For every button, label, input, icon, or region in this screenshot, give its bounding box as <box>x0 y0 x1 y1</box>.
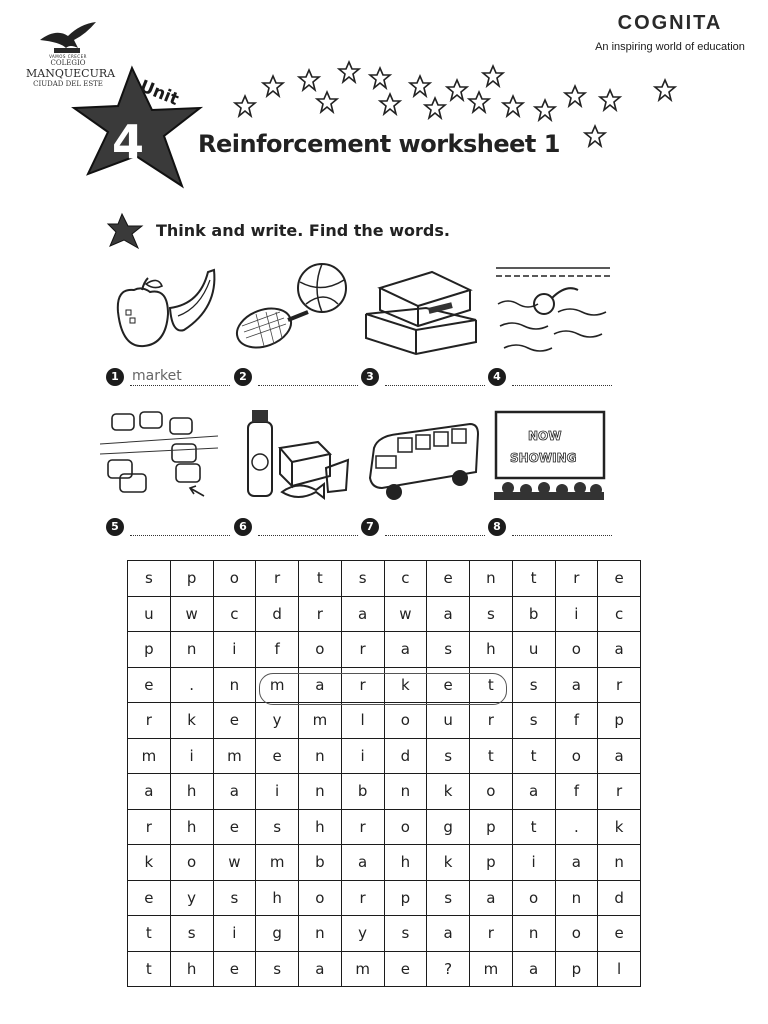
grid-cell[interactable]: g <box>256 916 299 952</box>
grid-cell[interactable]: a <box>555 667 598 703</box>
grid-cell[interactable]: r <box>341 809 384 845</box>
grid-cell[interactable]: e <box>128 667 171 703</box>
grid-cell[interactable]: a <box>341 845 384 881</box>
sports-equipment-icon <box>234 262 352 354</box>
grid-cell[interactable]: b <box>341 774 384 810</box>
grid-cell[interactable]: t <box>470 667 513 703</box>
grid-cell[interactable]: h <box>299 809 342 845</box>
grid-cell[interactable]: h <box>384 845 427 881</box>
grid-cell[interactable]: e <box>427 561 470 597</box>
grid-cell[interactable]: p <box>555 951 598 987</box>
grid-cell[interactable]: c <box>384 561 427 597</box>
grid-cell[interactable]: f <box>555 703 598 739</box>
grid-cell[interactable]: e <box>384 951 427 987</box>
grid-cell[interactable]: h <box>256 880 299 916</box>
grid-cell[interactable]: r <box>341 667 384 703</box>
grid-cell[interactable]: i <box>213 632 256 668</box>
grid-cell[interactable]: k <box>170 703 213 739</box>
grid-cell[interactable]: c <box>598 596 641 632</box>
grid-cell[interactable]: m <box>341 951 384 987</box>
grid-cell[interactable]: r <box>470 703 513 739</box>
grid-cell[interactable]: e <box>598 916 641 952</box>
grid-cell[interactable]: k <box>427 774 470 810</box>
grid-cell[interactable]: s <box>427 738 470 774</box>
grid-cell[interactable]: s <box>470 596 513 632</box>
grid-cell[interactable]: u <box>512 632 555 668</box>
grid-cell[interactable]: a <box>384 632 427 668</box>
answer-number: 5 <box>106 518 124 536</box>
grid-cell[interactable]: h <box>170 774 213 810</box>
parking-lot-icon <box>100 408 218 500</box>
cognita-logo <box>590 12 750 53</box>
grid-cell[interactable]: s <box>256 809 299 845</box>
answer-field[interactable] <box>130 519 230 536</box>
grid-cell[interactable]: m <box>470 951 513 987</box>
answer-7 <box>361 518 485 538</box>
answer-number: 1 <box>106 368 124 386</box>
grid-row <box>128 596 641 632</box>
grid-cell[interactable]: l <box>341 703 384 739</box>
answer-2 <box>234 368 358 388</box>
worksheet-title: Reinforcement worksheet 1 <box>198 130 560 158</box>
grid-cell[interactable]: s <box>512 667 555 703</box>
swimming-pool-icon <box>494 264 612 356</box>
grid-cell[interactable]: o <box>299 632 342 668</box>
grid-cell[interactable]: s <box>256 951 299 987</box>
grid-cell[interactable]: u <box>427 703 470 739</box>
word-search-grid <box>127 560 641 987</box>
unit-label: Unit <box>136 76 182 110</box>
grid-cell[interactable]: . <box>555 809 598 845</box>
grid-cell[interactable]: l <box>598 951 641 987</box>
grid-cell[interactable]: s <box>213 880 256 916</box>
fruit-icon <box>108 264 226 356</box>
answer-text: market <box>132 368 182 384</box>
svg-text:NOW: NOW <box>528 429 562 443</box>
grid-cell[interactable]: o <box>555 916 598 952</box>
answer-field[interactable] <box>385 369 485 386</box>
grid-cell[interactable]: r <box>341 632 384 668</box>
instruction-star-icon <box>106 212 146 252</box>
grid-cell[interactable]: k <box>427 845 470 881</box>
grid-cell[interactable]: e <box>213 951 256 987</box>
grid-cell[interactable]: w <box>213 845 256 881</box>
groceries-icon <box>238 408 356 500</box>
grid-cell[interactable]: i <box>213 916 256 952</box>
grid-cell[interactable]: d <box>256 596 299 632</box>
answer-number: 2 <box>234 368 252 386</box>
grid-cell[interactable]: r <box>128 703 171 739</box>
grid-cell[interactable]: a <box>598 738 641 774</box>
answer-6 <box>234 518 358 538</box>
svg-text:SHOWING: SHOWING <box>510 451 577 465</box>
school-motto: VAMOS CRECER <box>49 54 87 59</box>
school-city: CIUDAD DEL ESTE <box>33 80 103 88</box>
found-word-highlight <box>259 673 507 705</box>
grid-cell[interactable]: o <box>555 738 598 774</box>
grid-cell[interactable]: e <box>256 738 299 774</box>
grid-cell[interactable]: a <box>470 880 513 916</box>
grid-cell[interactable]: ? <box>427 951 470 987</box>
grid-cell[interactable]: r <box>256 561 299 597</box>
grid-cell[interactable]: r <box>299 596 342 632</box>
grid-row <box>128 703 641 739</box>
grid-row <box>128 951 641 987</box>
grid-cell[interactable]: o <box>384 809 427 845</box>
grid-cell[interactable]: p <box>384 880 427 916</box>
grid-cell[interactable]: n <box>299 774 342 810</box>
grid-cell[interactable]: n <box>384 774 427 810</box>
grid-cell[interactable]: p <box>470 809 513 845</box>
grid-cell[interactable]: t <box>128 916 171 952</box>
grid-cell[interactable]: i <box>512 845 555 881</box>
grid-cell[interactable]: a <box>128 774 171 810</box>
answer-field[interactable] <box>258 369 358 386</box>
cinema-icon <box>490 408 608 500</box>
grid-cell[interactable]: s <box>384 916 427 952</box>
grid-cell[interactable]: s <box>427 880 470 916</box>
grid-cell[interactable]: h <box>470 632 513 668</box>
grid-cell[interactable]: t <box>128 951 171 987</box>
grid-cell[interactable]: a <box>598 632 641 668</box>
grid-cell[interactable]: m <box>213 738 256 774</box>
grid-cell[interactable]: s <box>427 632 470 668</box>
grid-cell[interactable]: p <box>470 845 513 881</box>
grid-cell[interactable]: i <box>341 738 384 774</box>
school-college: COLEGIO <box>50 59 86 67</box>
grid-cell[interactable]: i <box>256 774 299 810</box>
grid-cell[interactable]: r <box>128 809 171 845</box>
grid-cell[interactable]: o <box>170 845 213 881</box>
condor-icon <box>38 18 98 58</box>
grid-cell[interactable]: o <box>512 880 555 916</box>
grid-cell[interactable]: f <box>256 632 299 668</box>
bus-icon <box>364 412 482 504</box>
brand-tagline: An inspiring world of education <box>595 41 745 53</box>
grid-row <box>128 738 641 774</box>
grid-cell[interactable]: t <box>512 809 555 845</box>
grid-cell[interactable]: y <box>256 703 299 739</box>
grid-cell[interactable]: h <box>170 951 213 987</box>
grid-cell[interactable]: e <box>427 667 470 703</box>
grid-cell[interactable]: o <box>470 774 513 810</box>
grid-cell[interactable]: n <box>170 632 213 668</box>
grid-cell[interactable]: a <box>555 845 598 881</box>
grid-cell[interactable]: s <box>170 916 213 952</box>
grid-cell[interactable]: n <box>598 845 641 881</box>
grid-cell[interactable]: a <box>299 667 342 703</box>
grid-cell[interactable]: a <box>512 951 555 987</box>
answer-1 <box>106 368 230 388</box>
grid-cell[interactable]: a <box>299 951 342 987</box>
grid-cell[interactable]: o <box>213 561 256 597</box>
grid-cell[interactable]: u <box>128 596 171 632</box>
grid-cell[interactable]: a <box>427 916 470 952</box>
grid-cell[interactable]: e <box>128 880 171 916</box>
answer-4 <box>488 368 612 388</box>
grid-cell[interactable]: t <box>299 561 342 597</box>
answer-field[interactable] <box>130 369 230 386</box>
grid-cell[interactable]: n <box>555 880 598 916</box>
books-icon <box>362 264 480 356</box>
grid-cell[interactable]: n <box>470 561 513 597</box>
grid-cell[interactable]: i <box>170 738 213 774</box>
answer-number: 6 <box>234 518 252 536</box>
grid-cell[interactable]: i <box>555 596 598 632</box>
grid-cell[interactable]: r <box>470 916 513 952</box>
grid-cell[interactable]: m <box>256 845 299 881</box>
grid-cell[interactable]: s <box>128 561 171 597</box>
grid-cell[interactable]: n <box>299 916 342 952</box>
brand-name: COGNITA <box>617 12 723 34</box>
grid-cell[interactable]: e <box>598 561 641 597</box>
grid-cell[interactable]: o <box>384 703 427 739</box>
school-name: MANQUECURA <box>26 67 116 80</box>
grid-cell[interactable]: f <box>555 774 598 810</box>
answer-3 <box>361 368 485 388</box>
answer-number: 8 <box>488 518 506 536</box>
grid-cell[interactable]: d <box>384 738 427 774</box>
grid-cell[interactable]: a <box>213 774 256 810</box>
grid-cell[interactable]: o <box>555 632 598 668</box>
grid-cell[interactable]: n <box>213 667 256 703</box>
grid-cell[interactable]: t <box>512 561 555 597</box>
grid-cell[interactable]: p <box>128 632 171 668</box>
grid-cell[interactable]: r <box>598 667 641 703</box>
grid-cell[interactable]: m <box>299 703 342 739</box>
grid-cell[interactable]: a <box>427 596 470 632</box>
answer-field[interactable] <box>512 369 612 386</box>
grid-cell[interactable]: e <box>213 703 256 739</box>
grid-cell[interactable]: r <box>555 561 598 597</box>
grid-cell[interactable]: a <box>512 774 555 810</box>
grid-cell[interactable]: k <box>598 809 641 845</box>
grid-cell[interactable]: e <box>213 809 256 845</box>
grid-cell[interactable]: k <box>128 845 171 881</box>
grid-row <box>128 809 641 845</box>
grid-cell[interactable]: p <box>598 703 641 739</box>
answer-field[interactable] <box>258 519 358 536</box>
grid-cell[interactable]: t <box>512 738 555 774</box>
answer-5 <box>106 518 230 538</box>
grid-cell[interactable]: o <box>299 880 342 916</box>
answer-number: 4 <box>488 368 506 386</box>
grid-row <box>128 880 641 916</box>
answer-field[interactable] <box>385 519 485 536</box>
answer-8 <box>488 518 612 538</box>
grid-cell[interactable]: . <box>170 667 213 703</box>
grid-row <box>128 632 641 668</box>
grid-cell[interactable]: w <box>384 596 427 632</box>
grid-row <box>128 845 641 881</box>
grid-cell[interactable]: b <box>299 845 342 881</box>
grid-cell[interactable]: w <box>170 596 213 632</box>
grid-cell[interactable]: d <box>598 880 641 916</box>
grid-cell[interactable]: n <box>299 738 342 774</box>
grid-cell[interactable]: y <box>341 916 384 952</box>
grid-row <box>128 774 641 810</box>
grid-cell[interactable]: n <box>512 916 555 952</box>
grid-cell[interactable]: h <box>170 809 213 845</box>
answer-number: 7 <box>361 518 379 536</box>
grid-cell[interactable]: t <box>470 738 513 774</box>
grid-cell[interactable]: b <box>512 596 555 632</box>
grid-cell[interactable]: m <box>128 738 171 774</box>
grid-cell[interactable]: a <box>341 596 384 632</box>
grid-row <box>128 916 641 952</box>
grid-row <box>128 561 641 597</box>
answer-field[interactable] <box>512 519 612 536</box>
answer-number: 3 <box>361 368 379 386</box>
grid-cell[interactable]: c <box>213 596 256 632</box>
grid-cell[interactable]: y <box>170 880 213 916</box>
grid-cell[interactable]: g <box>427 809 470 845</box>
grid-cell[interactable]: r <box>598 774 641 810</box>
grid-cell[interactable]: s <box>512 703 555 739</box>
instruction-text: Think and write. Find the words. <box>156 221 450 240</box>
grid-cell[interactable]: s <box>341 561 384 597</box>
grid-cell[interactable]: m <box>256 667 299 703</box>
unit-number: 4 <box>112 115 145 169</box>
grid-cell[interactable]: k <box>384 667 427 703</box>
grid-cell[interactable]: p <box>170 561 213 597</box>
grid-cell[interactable]: r <box>341 880 384 916</box>
